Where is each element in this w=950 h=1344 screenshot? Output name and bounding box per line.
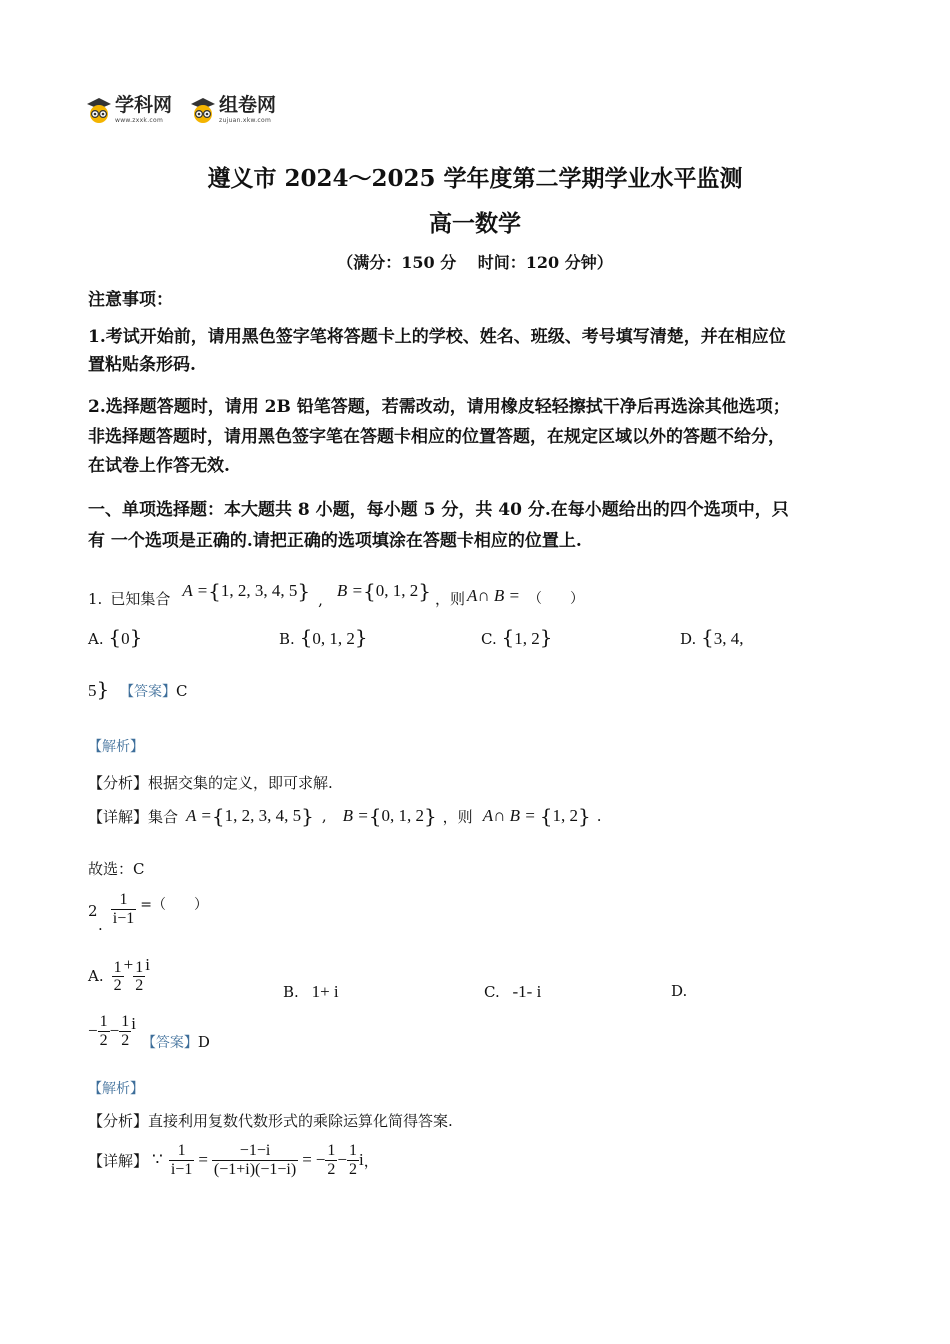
logo-url: www.zxxk.com bbox=[115, 117, 164, 124]
section-heading: 有 一个选项是正确的.请把正确的选项填涂在答题卡相应的位置上. bbox=[88, 531, 582, 551]
set-b-label: B = bbox=[336, 580, 363, 600]
option-d[interactable] bbox=[671, 982, 687, 1000]
logo-zujuan bbox=[190, 92, 276, 128]
set-a-label: A = bbox=[182, 580, 209, 600]
note-line: 2.选择题答题时，请用 2B 铅笔答题，若需改动，请用橡皮轻轻擦拭干净后再选涂其他选项； bbox=[88, 397, 790, 417]
question-2 bbox=[88, 884, 208, 934]
page-title: 遵义市 2024～2025 学年度第二学期学业水平监测 bbox=[207, 165, 743, 192]
option-label: B. bbox=[283, 983, 299, 1001]
set-a-values: 1, 2, 3, 4, 5 bbox=[220, 580, 298, 600]
option-value: 1, 2 bbox=[514, 629, 540, 648]
brace-close: } bbox=[297, 578, 311, 603]
comma: ， bbox=[363, 1151, 379, 1170]
because-symbol: ∵ bbox=[152, 1150, 163, 1170]
option-label: B. bbox=[279, 630, 295, 648]
option-label: A. bbox=[88, 967, 104, 985]
option-d-tail: 5 bbox=[88, 681, 97, 700]
question-stem: 已知集合 bbox=[110, 590, 171, 608]
notes-heading: 注意事项： bbox=[88, 290, 173, 310]
option-value: 3, 4, bbox=[713, 629, 744, 648]
period: . bbox=[596, 807, 602, 825]
question-number: 2 bbox=[88, 902, 98, 920]
set-a-values: 1, 2, 3, 4, 5 bbox=[224, 806, 302, 825]
answer-row: 5} 【答案】C bbox=[88, 677, 188, 701]
option-c[interactable] bbox=[484, 982, 541, 1002]
analysis-line bbox=[88, 772, 333, 793]
option-label: D. bbox=[680, 630, 697, 648]
answer-tag: 【答案】 bbox=[120, 684, 177, 700]
logo-name: 学科网 bbox=[115, 94, 173, 116]
option-label: A. bbox=[88, 630, 104, 648]
answer-paren: （ ） bbox=[528, 590, 585, 607]
brace-close: } bbox=[418, 578, 431, 603]
choice-line: 故选：C bbox=[88, 860, 145, 878]
detail-text: 集合 bbox=[148, 807, 179, 826]
option-value: 0, 1, 2 bbox=[312, 629, 355, 648]
detail-line: 【详解】 ∵ $\frac{1}{i-1}$ = $\frac{-1-i}{(-1+i)(-1-i)}$ = − $\frac{1}{2}$ − $\frac{1}{2}$ i ， bbox=[88, 1142, 379, 1178]
option-label: C. bbox=[481, 630, 497, 648]
set-b-values: 0, 1, 2 bbox=[381, 806, 424, 825]
analysis-tag: 【解析】 bbox=[88, 1081, 144, 1097]
answer-paren: =（ ） bbox=[140, 897, 208, 913]
then-text: ，则 bbox=[442, 807, 473, 826]
answer-tag: 【答案】 bbox=[141, 1035, 198, 1051]
logo-xueke bbox=[86, 92, 172, 128]
option-label: C. bbox=[484, 983, 500, 1001]
page-subtitle: 高一数学 bbox=[429, 210, 521, 237]
comma: , bbox=[318, 590, 323, 609]
analysis-text: 直接利用复数代数形式的乘除运算化简得答案. bbox=[148, 1112, 453, 1130]
set-a-label: A = bbox=[186, 806, 212, 825]
intersection-expr: A∩ B = bbox=[466, 585, 521, 605]
comma: , bbox=[321, 807, 327, 825]
answer-value: C bbox=[176, 682, 188, 700]
option-label: D. bbox=[671, 982, 688, 1000]
answer-value: D bbox=[197, 1033, 210, 1051]
option-c[interactable]: C. {1, 2} bbox=[481, 625, 553, 649]
owl-icon bbox=[86, 96, 112, 124]
detail-line: 【详解】 集合 A = { 1, 2, 3, 4, 5 } , B = { 0, 1, 2 } ，则 A∩ B = { 1, 2 } . bbox=[88, 804, 602, 828]
option-value: 1+ i bbox=[311, 982, 339, 1001]
note-line: 非选择题答题时，请用黑色签字笔在答题卡相应的位置答题，在规定区域以外的答题不给分， bbox=[88, 427, 785, 447]
analysis-label: 【分析】 bbox=[88, 1112, 149, 1130]
logo-url: zujuan.xkw.com bbox=[219, 117, 272, 124]
detail-label: 【详解】 bbox=[88, 807, 149, 826]
question-dot: . bbox=[98, 916, 103, 934]
option-d[interactable]: D. {3, 4, bbox=[680, 625, 744, 649]
option-value: -1- i bbox=[512, 982, 542, 1001]
analysis-label: 【分析】 bbox=[88, 774, 149, 792]
option-value: 0 bbox=[121, 629, 130, 648]
analysis-tag: 【解析】 bbox=[88, 739, 144, 755]
intersection-expr: A∩ B = bbox=[482, 806, 536, 825]
logo-name: 组卷网 bbox=[219, 94, 277, 116]
analysis-line bbox=[88, 1110, 453, 1131]
analysis-text: 根据交集的定义，即可求解. bbox=[148, 774, 333, 792]
note-line: 在试卷上作答无效. bbox=[88, 456, 230, 476]
option-a[interactable]: A. $\frac{1}{2}$ + $\frac{1}{2}$ i bbox=[88, 955, 150, 995]
option-b[interactable]: B. {0, 1, 2} bbox=[279, 625, 368, 649]
question-1 bbox=[88, 572, 584, 609]
brace-open: { bbox=[208, 578, 221, 603]
section-heading: 一、单项选择题：本大题共 8 小题，每小题 5 分，共 40 分.在每小题给出的四个选项中，只 bbox=[88, 500, 789, 520]
owl-icon bbox=[190, 96, 216, 124]
fraction: $\frac{1}{i-1}$ bbox=[112, 890, 135, 927]
option-a[interactable]: A. {0} bbox=[88, 625, 143, 649]
then-text: ，则 bbox=[434, 590, 465, 608]
option-b[interactable] bbox=[283, 982, 339, 1002]
set-b-label: B = bbox=[342, 806, 369, 825]
note-line: 置粘贴条形码. bbox=[88, 355, 196, 375]
detail-label: 【详解】 bbox=[88, 1151, 149, 1170]
detail-result: 1, 2 bbox=[552, 806, 578, 825]
question-number: 1. bbox=[88, 589, 103, 608]
answer-row: − $\frac{1}{2}$ − $\frac{1}{2}$ i 【答案】 D bbox=[88, 1012, 210, 1051]
set-b-values: 0, 1, 2 bbox=[375, 580, 419, 600]
note-line: 1.考试开始前，请用黑色签字笔将答题卡上的学校、姓名、班级、考号填写清楚，并在相应位 bbox=[88, 327, 786, 347]
score-time: （满分：150 分 时间：120 分钟） bbox=[337, 253, 613, 272]
brace-open: { bbox=[363, 578, 376, 603]
